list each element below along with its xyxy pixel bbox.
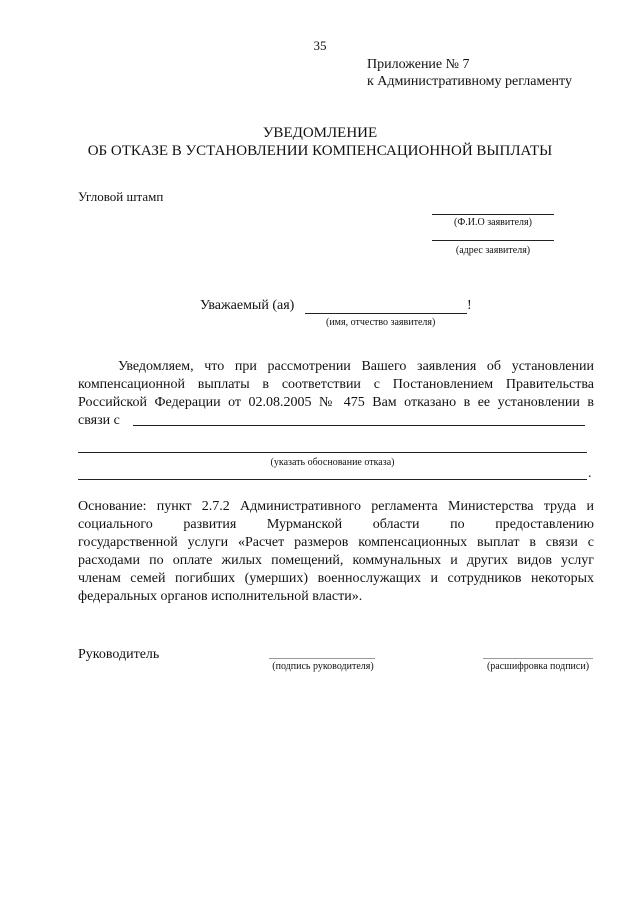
signature-caption: (подпись руководителя) — [272, 661, 374, 672]
signature-line — [269, 658, 375, 659]
greeting-text: Уважаемый (ая) — [200, 298, 295, 313]
reason-dot: . — [588, 466, 592, 481]
applicant-address-line — [432, 240, 554, 241]
head-label: Руководитель — [78, 647, 160, 662]
basis-line-1: Основание: пункт 2.7.2 Административного регламента Министерства труда и — [78, 499, 594, 514]
appendix-header — [367, 56, 572, 90]
applicant-address-caption: (адрес заявителя) — [455, 245, 531, 256]
greeting-exclamation: ! — [467, 298, 472, 313]
page-number: 35 — [313, 38, 327, 53]
reason-line-2 — [78, 452, 587, 453]
appendix-line-2: к Административному регламенту — [367, 74, 572, 89]
notice-line-1 — [78, 358, 594, 376]
corner-stamp-label: Угловой штамп — [78, 189, 164, 204]
basis-line-2: социального развития Мурманской области по предоставлению — [78, 517, 594, 532]
basis-line-5: членам семей погибших (умерших) военнослужащих и сотрудников некоторых — [78, 571, 594, 586]
decode-line — [483, 658, 593, 659]
applicant-name-line — [432, 214, 554, 215]
basis-line-4: расходами по оплате жилых помещений, коммунальных и других видов услуг — [78, 553, 594, 568]
title-line-1: УВЕДОМЛЕНИЕ — [262, 125, 378, 141]
basis-paragraph — [78, 498, 594, 606]
decode-caption: (расшифровка подписи) — [486, 661, 590, 672]
document-title — [0, 124, 640, 160]
reason-caption: (указать обоснование отказа) — [270, 457, 395, 468]
basis-line-3: государственной услуги «Расчет размеров компенсационных выплат в связи с — [78, 535, 594, 550]
notice-paragraph — [78, 358, 594, 430]
greeting-caption: (имя, отчество заявителя) — [326, 317, 436, 328]
notice-line-4: связи с — [78, 413, 120, 428]
appendix-line-1: Приложение № 7 — [367, 57, 470, 72]
title-line-2: ОБ ОТКАЗЕ В УСТАНОВЛЕНИИ КОМПЕНСАЦИОННОЙ ВЫПЛАТЫ — [87, 143, 553, 159]
reason-line-3 — [78, 479, 587, 480]
reason-line-1 — [133, 425, 585, 426]
basis-line-6: федеральных органов исполнительной власти». — [78, 589, 363, 604]
notice-line-2: компенсационной выплаты в соответствии с Постановлением Правительства — [78, 377, 594, 392]
applicant-name-caption: (Ф.И.О заявителя) — [454, 217, 532, 228]
notice-line-3: Российской Федерации от 02.08.2005 № 475 Вам отказано в ее установлении в — [78, 395, 594, 410]
notice-first-line-text: Уведомляем, что при рассмотрении Вашего заявления об установлении — [118, 359, 594, 374]
greeting-name-line — [305, 313, 467, 314]
